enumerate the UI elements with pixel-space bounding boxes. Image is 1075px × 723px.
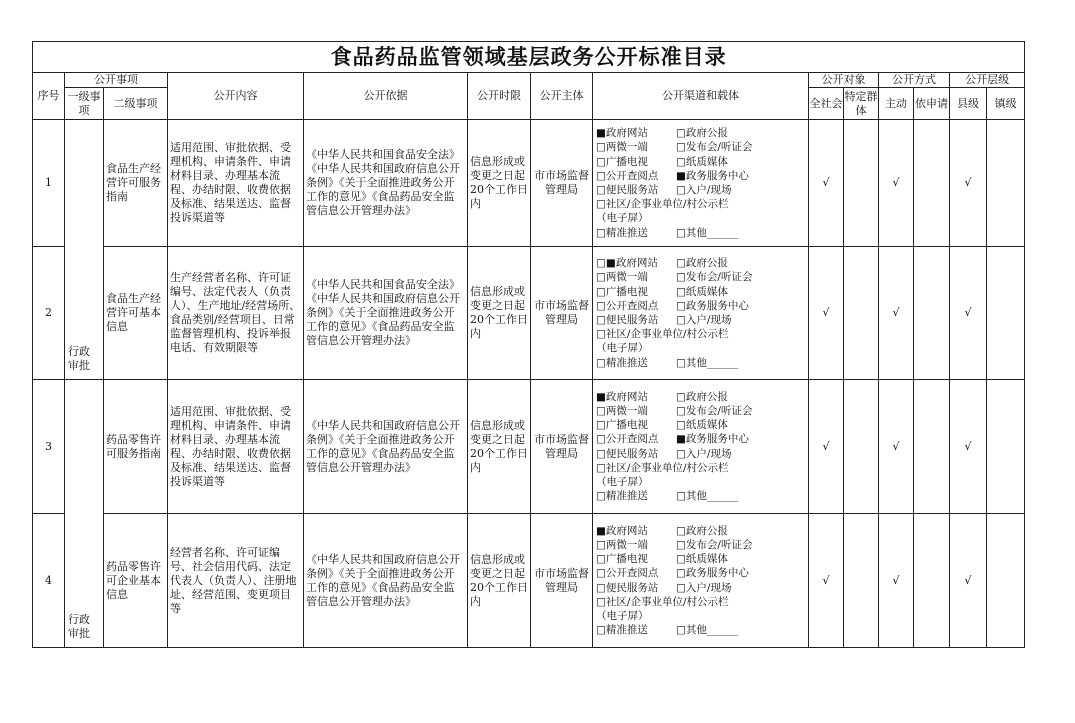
channel-option: □入户/现场 <box>676 184 732 196</box>
channel-option: □入户/现场 <box>676 447 732 460</box>
table-row <box>33 120 1025 247</box>
channel-option: □其他______ <box>676 624 739 637</box>
mark-active: √ <box>879 380 914 514</box>
channel-option: ■政府网站 <box>596 127 648 140</box>
mark-request <box>914 247 950 380</box>
channel-option: □两微一端 <box>596 141 648 154</box>
public-content: 经营者名称、许可证编号、社会信用代码、法定代表人（负责人）、注册地址、经营范围、变更项目等 <box>168 514 304 648</box>
public-subject: 市市场监督管理局 <box>531 247 593 380</box>
header-basis: 公开依据 <box>304 73 468 120</box>
channel-option: □精准推送 <box>596 490 648 503</box>
channel-option: □精准推送 <box>596 356 648 369</box>
channel-option: □发布会/听证会 <box>676 538 753 551</box>
level2-item: 药品零售许可企业基本信息 <box>104 514 168 648</box>
public-basis: 《中华人民共和国食品安全法》《中华人民共和国政府信息公开条例》《关于全面推进政务公开工作的意见》《食品药品安全监管信息公开管理办法》 <box>304 247 468 380</box>
channel-line <box>596 155 805 169</box>
channel-option: □纸质媒体 <box>676 419 728 432</box>
public-time: 信息形成或变更之日起20个工作日内 <box>468 514 531 648</box>
catalog-table <box>32 41 1025 648</box>
channel-option: □广播电视 <box>596 155 648 168</box>
channel-option: □发布会/听证会 <box>676 404 753 417</box>
channel-option: ■政务服务中心 <box>676 433 749 446</box>
row-seq: 4 <box>33 514 65 648</box>
level1-item: 行政审批 <box>65 380 104 648</box>
public-time: 信息形成或变更之日起20个工作日内 <box>468 120 531 247</box>
mark-special <box>844 514 879 648</box>
channel-option: □纸质媒体 <box>676 155 728 168</box>
channel-line <box>596 609 805 623</box>
public-basis: 《中华人民共和国食品安全法》《中华人民共和国政府信息公开条例》《关于全面推进政务公开工作的意见》《食品药品安全监管信息公开管理办法》 <box>304 120 468 247</box>
channel-option: ■政府网站 <box>596 390 648 403</box>
channel-line <box>596 461 805 475</box>
header-level-town: 镇级 <box>987 88 1025 120</box>
table-row <box>33 514 1025 648</box>
header-level-county: 县级 <box>950 88 987 120</box>
row-seq: 2 <box>33 247 65 380</box>
channel-option: □社区/企事业单位/村公示栏 <box>596 595 729 608</box>
channel-option: □公开查阅点 <box>596 567 659 580</box>
channel-line <box>596 489 805 503</box>
public-channels <box>593 514 809 648</box>
channel-option: □公开查阅点 <box>596 299 659 312</box>
channel-option: □广播电视 <box>596 285 648 298</box>
channel-line <box>596 581 805 595</box>
public-content: 适用范围、审批依据、受理机构、申请条件、申请材料目录、办理基本流程、办结时限、收费依据及标准、结果送达、监督投诉渠道等 <box>168 380 304 514</box>
channel-option: □发布会/听证会 <box>676 141 753 154</box>
mark-all: √ <box>809 380 844 514</box>
mark-all: √ <box>809 120 844 247</box>
channel-line <box>596 313 805 327</box>
channel-line <box>596 418 805 432</box>
mark-special <box>844 120 879 247</box>
table-row <box>33 380 1025 514</box>
mark-request <box>914 514 950 648</box>
public-basis: 《中华人民共和国政府信息公开条例》《关于全面推进政务公开工作的意见》《食品药品安全监管信息公开管理办法》 <box>304 380 468 514</box>
mark-active: √ <box>879 514 914 648</box>
header-channels: 公开渠道和载体 <box>593 73 809 120</box>
channel-option: □政务服务中心 <box>676 299 749 312</box>
mark-all: √ <box>809 247 844 380</box>
public-time: 信息形成或变更之日起20个工作日内 <box>468 380 531 514</box>
public-content: 生产经营者名称、许可证编号、法定代表人（负责人）、生产地址/经营场所、食品类别/经营项目、日常监督管理机构、投诉举报电话、有效期限等 <box>168 247 304 380</box>
channel-option: □政务服务中心 <box>676 567 749 580</box>
header-subject: 公开主体 <box>531 73 593 120</box>
mark-county: √ <box>950 120 987 247</box>
header-level2: 二级事项 <box>104 88 168 120</box>
channel-line <box>596 356 805 370</box>
row-seq: 3 <box>33 380 65 514</box>
mark-county: √ <box>950 514 987 648</box>
mark-town <box>987 514 1025 648</box>
mark-active: √ <box>879 120 914 247</box>
channel-option: □纸质媒体 <box>676 285 728 298</box>
mark-request <box>914 120 950 247</box>
channel-line <box>596 211 805 225</box>
table-row <box>33 247 1025 380</box>
channel-option: □广播电视 <box>596 553 648 566</box>
channel-line <box>596 524 805 538</box>
channel-line <box>596 169 805 183</box>
channel-option: □社区/企事业单位/村公示栏 <box>596 328 729 341</box>
channel-option: ■政务服务中心 <box>676 169 749 182</box>
public-channels <box>593 380 809 514</box>
header-target-all: 全社会 <box>809 88 844 120</box>
header-target: 公开对象 <box>809 73 879 88</box>
channel-option: （电子屏） <box>596 609 649 622</box>
channel-line <box>596 226 805 240</box>
public-subject: 市市场监督管理局 <box>531 380 593 514</box>
channel-option: □入户/现场 <box>676 314 732 326</box>
channel-option: □政府公报 <box>676 390 728 403</box>
public-content: 适用范围、审批依据、受理机构、申请条件、申请材料目录、办理基本流程、办结时限、收费依据及标准、结果送达、监督投诉渠道等 <box>168 120 304 247</box>
channel-option: □社区/企事业单位/村公示栏 <box>596 461 729 474</box>
header-level1: 一级事项 <box>65 88 104 120</box>
channel-line <box>596 595 805 609</box>
channel-option: □公开查阅点 <box>596 169 659 182</box>
channel-option: □便民服务站 <box>596 447 659 460</box>
channel-line <box>596 197 805 211</box>
channel-option: □广播电视 <box>596 419 648 432</box>
header-seq: 序号 <box>33 73 65 120</box>
channel-option: □两微一端 <box>596 404 648 417</box>
mark-town <box>987 247 1025 380</box>
header-method-active: 主动 <box>879 88 914 120</box>
level2-item: 食品生产经营许可基本信息 <box>104 247 168 380</box>
channel-line <box>596 552 805 566</box>
channel-option: □公开查阅点 <box>596 433 659 446</box>
channel-line <box>596 256 805 270</box>
public-channels <box>593 247 809 380</box>
channel-line <box>596 566 805 580</box>
channel-option: （电子屏） <box>596 475 649 488</box>
header-matters: 公开事项 <box>65 73 168 88</box>
public-subject: 市市场监督管理局 <box>531 120 593 247</box>
catalog-sheet <box>32 41 1024 648</box>
header-method-request: 依申请 <box>914 88 950 120</box>
mark-special <box>844 247 879 380</box>
channel-line <box>596 432 805 446</box>
channel-option: □政府公报 <box>676 524 728 537</box>
channel-line <box>596 327 805 341</box>
channel-option: （电子屏） <box>596 342 649 355</box>
channel-option: □精准推送 <box>596 226 648 239</box>
channel-option: □入户/现场 <box>676 581 732 594</box>
channel-option: （电子屏） <box>596 212 649 225</box>
channel-option: □政府公报 <box>676 257 728 270</box>
channel-option: □便民服务站 <box>596 314 659 326</box>
row-seq: 1 <box>33 120 65 247</box>
public-subject: 市市场监督管理局 <box>531 514 593 648</box>
header-target-special: 特定群体 <box>844 88 879 120</box>
header-time: 公开时限 <box>468 73 531 120</box>
public-time: 信息形成或变更之日起20个工作日内 <box>468 247 531 380</box>
header-method: 公开方式 <box>879 73 950 88</box>
level2-item: 药品零售许可服务指南 <box>104 380 168 514</box>
header-level: 公开层级 <box>950 73 1025 88</box>
mark-county: √ <box>950 247 987 380</box>
channel-line <box>596 270 805 284</box>
channel-option: □政府公报 <box>676 127 728 140</box>
channel-line <box>596 341 805 355</box>
channel-option: □精准推送 <box>596 624 648 637</box>
public-channels <box>593 120 809 247</box>
mark-all: √ <box>809 514 844 648</box>
channel-option: □发布会/听证会 <box>676 271 753 284</box>
mark-county: √ <box>950 380 987 514</box>
channel-line <box>596 285 805 299</box>
level2-item: 食品生产经营许可服务指南 <box>104 120 168 247</box>
channel-line <box>596 623 805 637</box>
channel-option: □纸质媒体 <box>676 553 728 566</box>
channel-line <box>596 140 805 154</box>
mark-town <box>987 380 1025 514</box>
channel-option: □其他______ <box>676 226 739 239</box>
channel-option: ■政府网站 <box>596 524 648 537</box>
channel-line <box>596 299 805 313</box>
mark-special <box>844 380 879 514</box>
header-content: 公开内容 <box>168 73 304 120</box>
channel-line <box>596 126 805 140</box>
mark-town <box>987 120 1025 247</box>
channel-line <box>596 404 805 418</box>
page-title: 食品药品监管领域基层政务公开标准目录 <box>33 42 1025 73</box>
channel-line <box>596 538 805 552</box>
channel-option: □两微一端 <box>596 538 648 551</box>
channel-option: □其他______ <box>676 490 739 503</box>
channel-line <box>596 390 805 404</box>
channel-option: □■政府网站 <box>596 257 658 270</box>
public-basis: 《中华人民共和国政府信息公开条例》《关于全面推进政务公开工作的意见》《食品药品安全监管信息公开管理办法》 <box>304 514 468 648</box>
channel-option: □便民服务站 <box>596 184 659 196</box>
channel-line <box>596 447 805 461</box>
channel-option: □两微一端 <box>596 271 648 284</box>
channel-option: □其他______ <box>676 356 739 369</box>
channel-line <box>596 475 805 489</box>
mark-active: √ <box>879 247 914 380</box>
level1-item: 行政审批 <box>65 120 104 380</box>
channel-option: □便民服务站 <box>596 581 659 594</box>
channel-line <box>596 183 805 197</box>
channel-option: □社区/企事业单位/村公示栏 <box>596 198 729 211</box>
mark-request <box>914 380 950 514</box>
